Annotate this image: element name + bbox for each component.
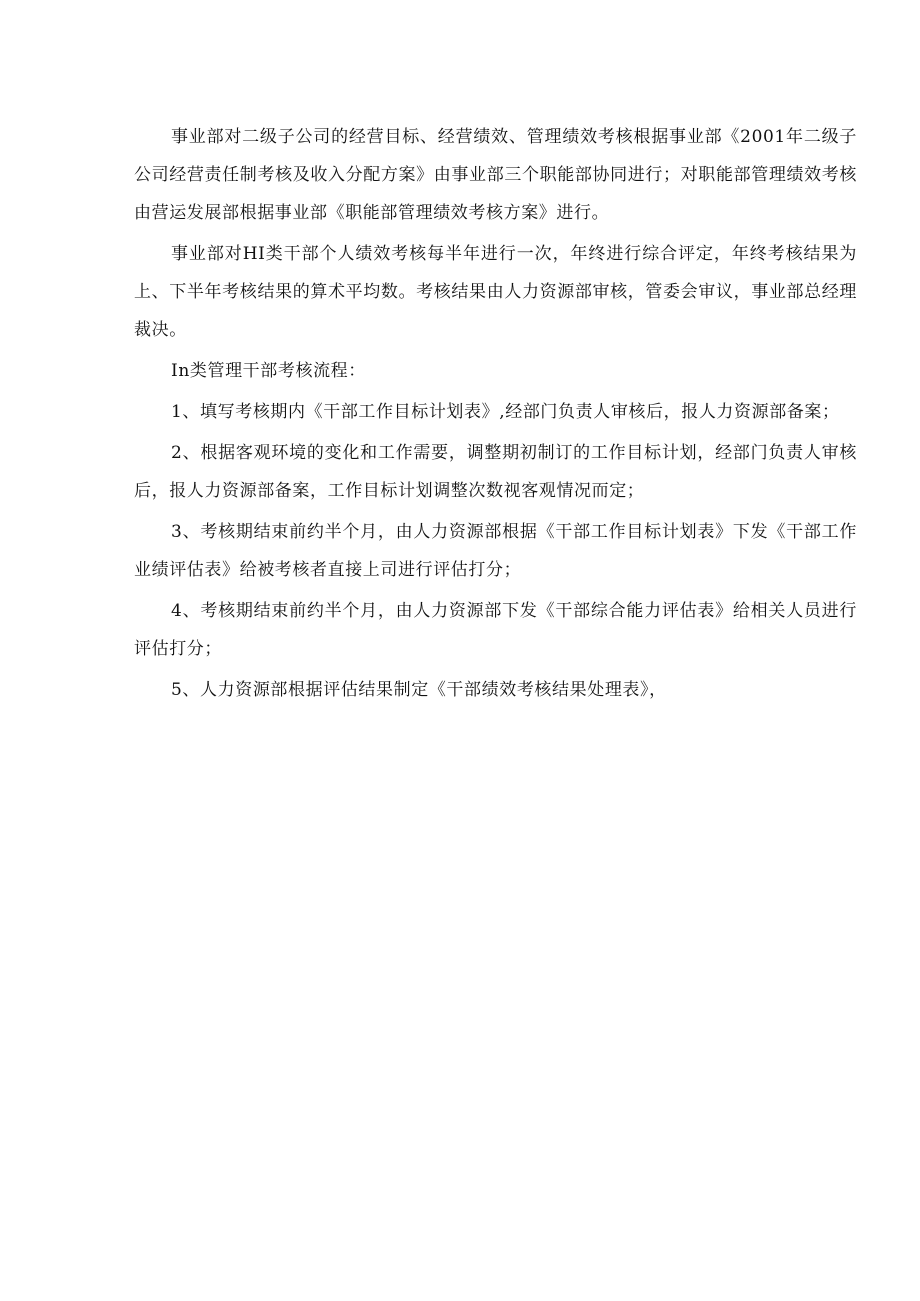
document-body xyxy=(134,118,857,712)
paragraph-step-4: 4、考核期结束前约半个月，由人力资源部下发《干部综合能力评估表》给相关人员进行评估打分； xyxy=(134,601,857,659)
paragraph-step-2: 2、根据客观环境的变化和工作需要，调整期初制订的工作目标计划，经部门负责人审核后，报人力资源部备案，工作目标计划调整次数视客观情况而定； xyxy=(134,443,857,501)
paragraph-cadre-assessment: 事业部对HI类干部个人绩效考核每半年进行一次，年终进行综合评定，年终考核结果为上、下半年考核结果的算术平均数。考核结果由人力资源部审核，管委会审议，事业部总经理裁决。 xyxy=(134,244,857,340)
paragraph-subsidiary-assessment: 事业部对二级子公司的经营目标、经营绩效、管理绩效考核根据事业部《2001年二级子公司经营责任制考核及收入分配方案》由事业部三个职能部协同进行；对职能部管理绩效考核由营运发展部根据事业部《职能部管理绩效考核方案》进行。 xyxy=(134,127,857,223)
paragraph-step-1: 1、填写考核期内《干部工作目标计划表》,经部门负责人审核后，报人力资源部备案； xyxy=(171,402,840,422)
paragraph-process-heading: In类管理干部考核流程： xyxy=(171,361,366,381)
paragraph-step-5: 5、人力资源部根据评估结果制定《干部绩效考核结果处理表》， xyxy=(171,680,667,700)
paragraph-step-3: 3、考核期结束前约半个月，由人力资源部根据《干部工作目标计划表》下发《干部工作业绩评估表》给被考核者直接上司进行评估打分； xyxy=(134,522,857,580)
